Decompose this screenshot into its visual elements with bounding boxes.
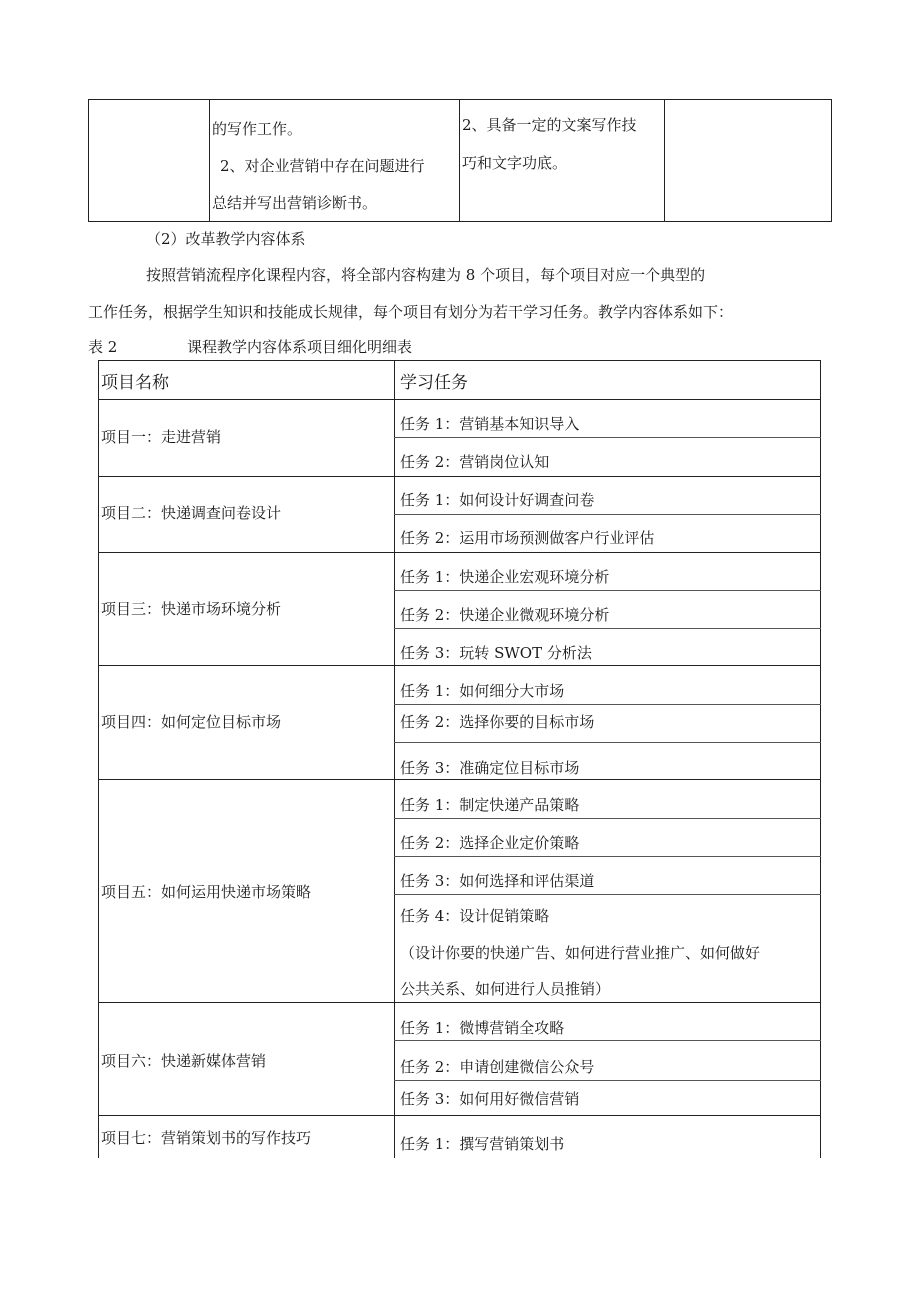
- row-divider: [98, 399, 821, 400]
- top-table-border-left: [88, 99, 89, 222]
- row-divider: [98, 1002, 821, 1003]
- project-name: 项目五：如何运用快递市场策略: [101, 883, 312, 901]
- task-item: 任务 3：玩转 SWOT 分析法: [400, 644, 592, 662]
- top-cell-text: 的写作工作。: [212, 120, 303, 138]
- column-header-tasks: 学习任务: [400, 373, 468, 393]
- task-divider: [394, 818, 821, 819]
- task-item: 任务 1：撰写营销策划书: [400, 1135, 565, 1153]
- task-divider: [394, 1040, 821, 1041]
- top-cell-text: 2、具备一定的文案写作技: [462, 116, 637, 134]
- project-name: 项目四：如何定位目标市场: [101, 713, 282, 731]
- task-item: 任务 1：快递企业宏观环境分析: [400, 568, 610, 586]
- task-item: 任务 2：运用市场预测做客户行业评估: [400, 529, 655, 547]
- task-divider: [394, 1080, 821, 1081]
- task-note: 公共关系、如何进行人员推销）: [400, 980, 611, 998]
- row-divider: [98, 552, 821, 553]
- top-table-col-divider: [664, 99, 665, 222]
- row-divider: [98, 476, 821, 477]
- task-item: 任务 2：选择你要的目标市场: [400, 713, 595, 731]
- task-divider: [394, 704, 821, 705]
- top-table-border-right: [831, 99, 832, 222]
- top-cell-text: 2、对企业营销中存在问题进行: [220, 157, 425, 175]
- row-divider: [98, 779, 821, 780]
- task-item: 任务 1：如何细分大市场: [400, 682, 565, 700]
- task-item: 任务 4：设计促销策略: [400, 907, 550, 925]
- task-divider: [394, 742, 821, 743]
- task-item: 任务 3：如何选择和评估渠道: [400, 872, 595, 890]
- top-table-border-top: [88, 99, 832, 100]
- top-cell-text: 总结并写出营销诊断书。: [212, 194, 378, 212]
- table-caption-label: 表 2: [88, 338, 118, 356]
- row-divider: [98, 665, 821, 666]
- task-item: 任务 2：选择企业定价策略: [400, 834, 580, 852]
- task-divider: [394, 628, 821, 629]
- task-divider: [394, 856, 821, 857]
- table-border-right: [820, 360, 821, 1158]
- task-item: 任务 2：快递企业微观环境分析: [400, 606, 610, 624]
- project-name: 项目一：走进营销: [101, 428, 222, 446]
- task-item: 任务 1：如何设计好调查问卷: [400, 491, 595, 509]
- task-divider: [394, 437, 821, 438]
- task-item: 任务 1：制定快递产品策略: [400, 796, 580, 814]
- task-item: 任务 1：微博营销全攻略: [400, 1019, 565, 1037]
- top-table-col-divider: [459, 99, 460, 222]
- task-item: 任务 1：营销基本知识导入: [400, 415, 580, 433]
- task-divider: [394, 514, 821, 515]
- table-border-left: [98, 360, 99, 1158]
- task-item: 任务 2：营销岗位认知: [400, 453, 550, 471]
- project-name: 项目六：快递新媒体营销: [101, 1052, 267, 1070]
- section-heading: （2）改革教学内容体系: [146, 230, 306, 248]
- project-name: 项目二：快递调查问卷设计: [101, 504, 282, 522]
- top-table-col-divider: [209, 99, 210, 222]
- task-item: 任务 3：如何用好微信营销: [400, 1090, 580, 1108]
- task-item: 任务 3：准确定位目标市场: [400, 759, 580, 777]
- task-divider: [394, 590, 821, 591]
- top-table-border-bottom: [88, 221, 832, 222]
- paragraph-line: 按照营销流程序化课程内容，将全部内容构建为 8 个项目，每个项目对应一个典型的: [146, 266, 706, 284]
- project-name: 项目三：快递市场环境分析: [101, 600, 282, 618]
- task-divider: [394, 894, 821, 895]
- row-divider: [98, 1115, 821, 1116]
- task-note: （设计你要的快递广告、如何进行营业推广、如何做好: [400, 944, 761, 962]
- paragraph-line: 工作任务，根据学生知识和技能成长规律，每个项目有划分为若干学习任务。教学内容体系如下：: [88, 303, 734, 321]
- table-caption-title: 课程教学内容体系项目细化明细表: [187, 338, 413, 356]
- table-border-top: [98, 360, 821, 361]
- column-header-project: 项目名称: [101, 373, 169, 393]
- task-item: 任务 2：申请创建微信公众号: [400, 1058, 595, 1076]
- top-cell-text: 巧和文字功底。: [462, 154, 568, 172]
- table-col-divider: [394, 360, 395, 1158]
- project-name: 项目七：营销策划书的写作技巧: [101, 1129, 312, 1147]
